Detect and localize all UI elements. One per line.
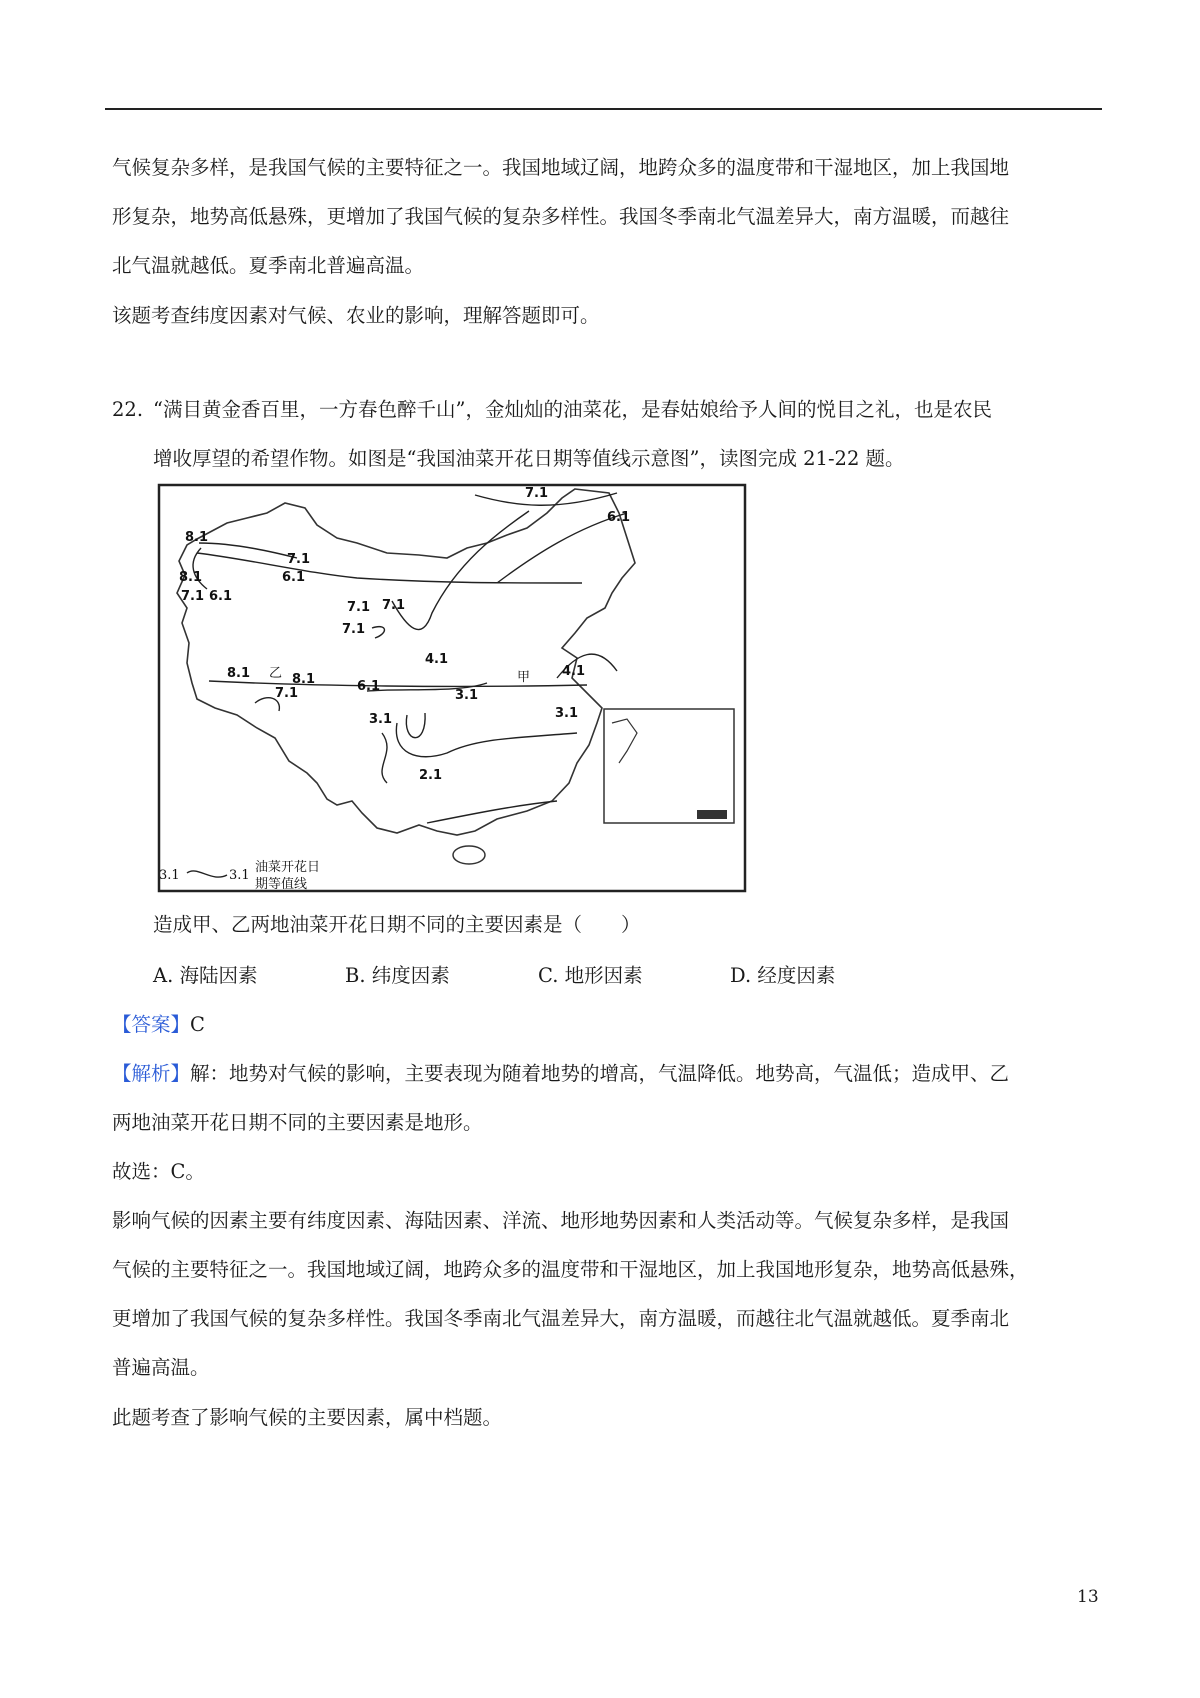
isoline-label: 6.1 <box>282 570 306 585</box>
location-jia: 甲 <box>517 670 531 685</box>
isoline-label: 7.1 <box>347 600 371 615</box>
isoline-label: 7.1 <box>275 686 299 701</box>
header-rule <box>105 108 1102 110</box>
isoline-label: 8.1 <box>227 666 251 681</box>
legend-text: 油菜开花日 <box>255 860 321 875</box>
isoline-label: 7.1 <box>382 598 406 613</box>
answer-line <box>112 1013 205 1037</box>
isoline-label: 2.1 <box>419 768 443 783</box>
analysis-paragraph-line: 影响气候的因素主要有纬度因素、海陆因素、洋流、地形地势因素和人类活动等。气候复杂多样，是我国 <box>112 1209 1010 1232</box>
question-stem: 增收厚望的希望作物。如图是“我国油菜开花日期等值线示意图”，读图完成 21-22 题。 <box>153 447 905 470</box>
question-prompt: 造成甲、乙两地油菜开花日期不同的主要因素是（ ） <box>153 913 641 936</box>
isoline-label: 7.1 <box>287 552 311 567</box>
analysis-paragraph-line: 普遍高温。 <box>112 1356 210 1379</box>
option-b: B. 纬度因素 <box>345 964 450 987</box>
option-c: C. 地形因素 <box>538 964 643 987</box>
location-yi: 乙 <box>269 666 283 681</box>
isoline-label: 4.1 <box>425 652 449 667</box>
analysis-line: 两地油菜开花日期不同的主要因素是地形。 <box>112 1111 483 1134</box>
option-a: A. 海陆因素 <box>153 964 258 987</box>
legend-value-left: 3.1 <box>159 868 180 883</box>
analysis-tag: 【解析】 <box>112 1062 191 1085</box>
analysis-choice: 故选：C。 <box>112 1160 205 1183</box>
isoline-label: 7.1 <box>525 486 549 501</box>
paragraph-line: 气候复杂多样，是我国气候的主要特征之一。我国地域辽阔，地跨众多的温度带和干湿地区，加上我国地 <box>112 156 1010 179</box>
question-number: 22. <box>112 398 144 421</box>
isoline-label: 7.1 <box>342 622 366 637</box>
paragraph-line: 该题考查纬度因素对气候、农业的影响，理解答题即可。 <box>112 304 600 327</box>
legend-value-right: 3.1 <box>229 868 250 883</box>
rapeseed-flowering-isoline-map <box>157 483 747 893</box>
analysis-paragraph-line: 气候的主要特征之一。我国地域辽阔，地跨众多的温度带和干湿地区，加上我国地形复杂，地势高低悬殊， <box>112 1258 1029 1281</box>
analysis-paragraph-line: 更增加了我国气候的复杂多样性。我国冬季南北气温差异大，南方温暖，而越往北气温就越低。夏季南北 <box>112 1307 1010 1330</box>
paragraph-line: 形复杂，地势高低悬殊，更增加了我国气候的复杂多样性。我国冬季南北气温差异大，南方温暖，而越往 <box>112 205 1010 228</box>
analysis-text: 解：地势对气候的影响，主要表现为随着地势的增高，气温降低。地势高，气温低；造成甲、乙 <box>190 1062 1010 1085</box>
page-number: 13 <box>1077 1587 1099 1607</box>
legend-text: 期等值线 <box>255 877 308 892</box>
option-d: D. 经度因素 <box>730 964 836 987</box>
answer-value: C <box>190 1013 205 1036</box>
isoline-label: 3.1 <box>555 706 579 721</box>
isoline-label: 8.1 <box>179 570 203 585</box>
isoline-label: 6.1 <box>607 510 631 525</box>
isoline-label: 3.1 <box>369 712 393 727</box>
isoline-label: 3.1 <box>455 688 479 703</box>
answer-tag: 【答案】 <box>112 1013 191 1036</box>
analysis-summary: 此题考查了影响气候的主要因素，属中档题。 <box>112 1406 503 1429</box>
isoline-label: 4.1 <box>562 664 586 679</box>
isoline-label: 7.1 <box>181 589 205 604</box>
analysis-line <box>112 1062 1009 1086</box>
isoline-label: 8.1 <box>292 672 316 687</box>
question-stem: “满目黄金香百里，一方春色醉千山”，金灿灿的油菜花，是春姑娘给予人间的悦目之礼，也是农民 <box>153 398 992 421</box>
isoline-label: 8.1 <box>185 530 209 545</box>
paragraph-line: 北气温就越低。夏季南北普遍高温。 <box>112 254 425 277</box>
isoline-label: 6.1 <box>357 679 381 694</box>
isoline-label: 6.1 <box>209 589 233 604</box>
